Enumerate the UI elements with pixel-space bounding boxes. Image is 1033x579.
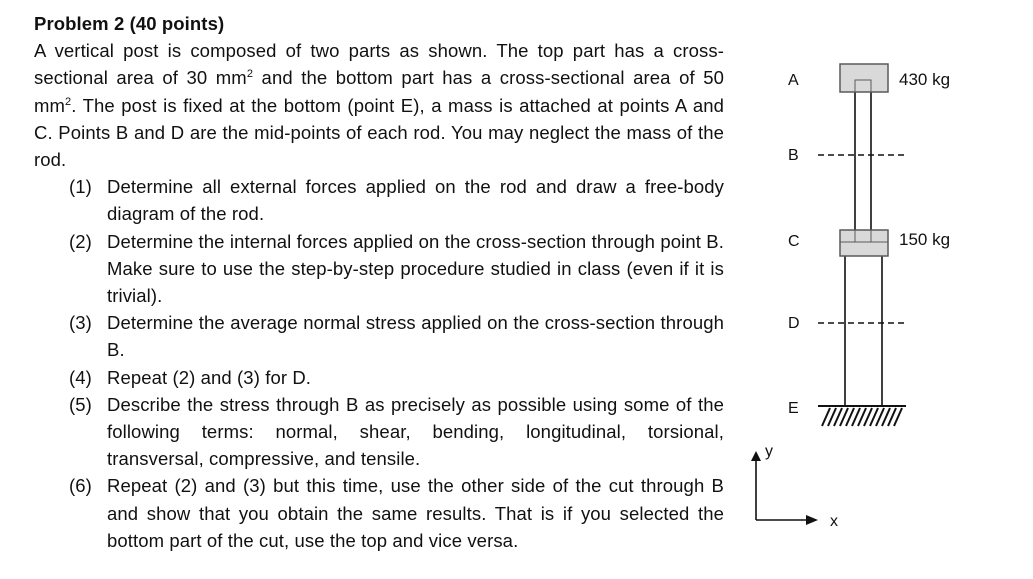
- task-text: Repeat (2) and (3) but this time, use the other side of the cut through B and show that you obtain the same results. That is if you selected the bottom part of the cut, use the top and vice versa.: [107, 475, 724, 551]
- superscript-1: 2: [246, 68, 254, 81]
- task-item-2: [34, 228, 724, 310]
- task-number: (3): [69, 312, 92, 334]
- intro-part-2: and the bottom part has a cross-sectional area of 50 mm: [34, 67, 725, 116]
- intro-part-1: A vertical post is composed of two parts as shown. The top part has a cross-sectional area of 30 mm: [34, 40, 724, 89]
- task-text: Describe the stress through B as precisely as possible using some of the following terms: normal, shear, bending, longitudinal, torsional, transversal, compressive, and tensile.: [107, 393, 724, 470]
- task-text: Repeat (2) and (3) for D.: [107, 366, 312, 388]
- task-number: (2): [69, 230, 92, 252]
- intro-part-3: . The post is fixed at the bottom (point E), a mass is attached at points A and C. Points B and D are the mid-points of each rod. You may neglect the mass of the rod.: [34, 94, 724, 171]
- mass-block-a: [840, 64, 888, 92]
- task-list: [34, 173, 724, 554]
- point-label-a: A: [788, 72, 799, 89]
- task-item-6: [34, 472, 724, 554]
- task-number: (1): [69, 176, 92, 198]
- task-text: Determine the average normal stress applied on the cross-section through B.: [107, 312, 724, 361]
- mass-label-mid: 150 kg: [899, 230, 951, 249]
- task-item-5: [34, 391, 724, 473]
- task-number: (5): [69, 393, 92, 415]
- mass-block-a-inner: [855, 80, 871, 92]
- task-item-1: [34, 173, 724, 227]
- axis-label-x: x: [830, 513, 838, 530]
- point-label-e: E: [788, 400, 799, 417]
- axes-icon: [751, 451, 818, 525]
- task-item-4: [34, 364, 724, 391]
- point-label-c: C: [788, 233, 800, 250]
- superscript-2: 2: [65, 95, 72, 108]
- task-text: Determine the internal forces applied on the cross-section through point B. Make sure to use the step-by-step procedure studied in class (even if it is trivial).: [107, 230, 724, 307]
- mass-label-top: 430 kg: [899, 70, 951, 89]
- problem-intro: [34, 37, 724, 173]
- task-text: Determine all external forces applied on the rod and draw a free-body diagram of the rod.: [107, 176, 724, 225]
- task-item-3: [34, 309, 724, 363]
- problem-text: [34, 10, 724, 554]
- ground-hatch-icon: [822, 408, 902, 426]
- problem-title: Problem 2 (40 points): [34, 13, 225, 34]
- task-number: (4): [69, 366, 92, 388]
- point-label-d: D: [788, 315, 800, 332]
- point-label-b: B: [788, 147, 799, 164]
- axis-label-y: y: [765, 443, 773, 460]
- task-number: (6): [69, 475, 92, 497]
- mass-block-c: [840, 230, 888, 256]
